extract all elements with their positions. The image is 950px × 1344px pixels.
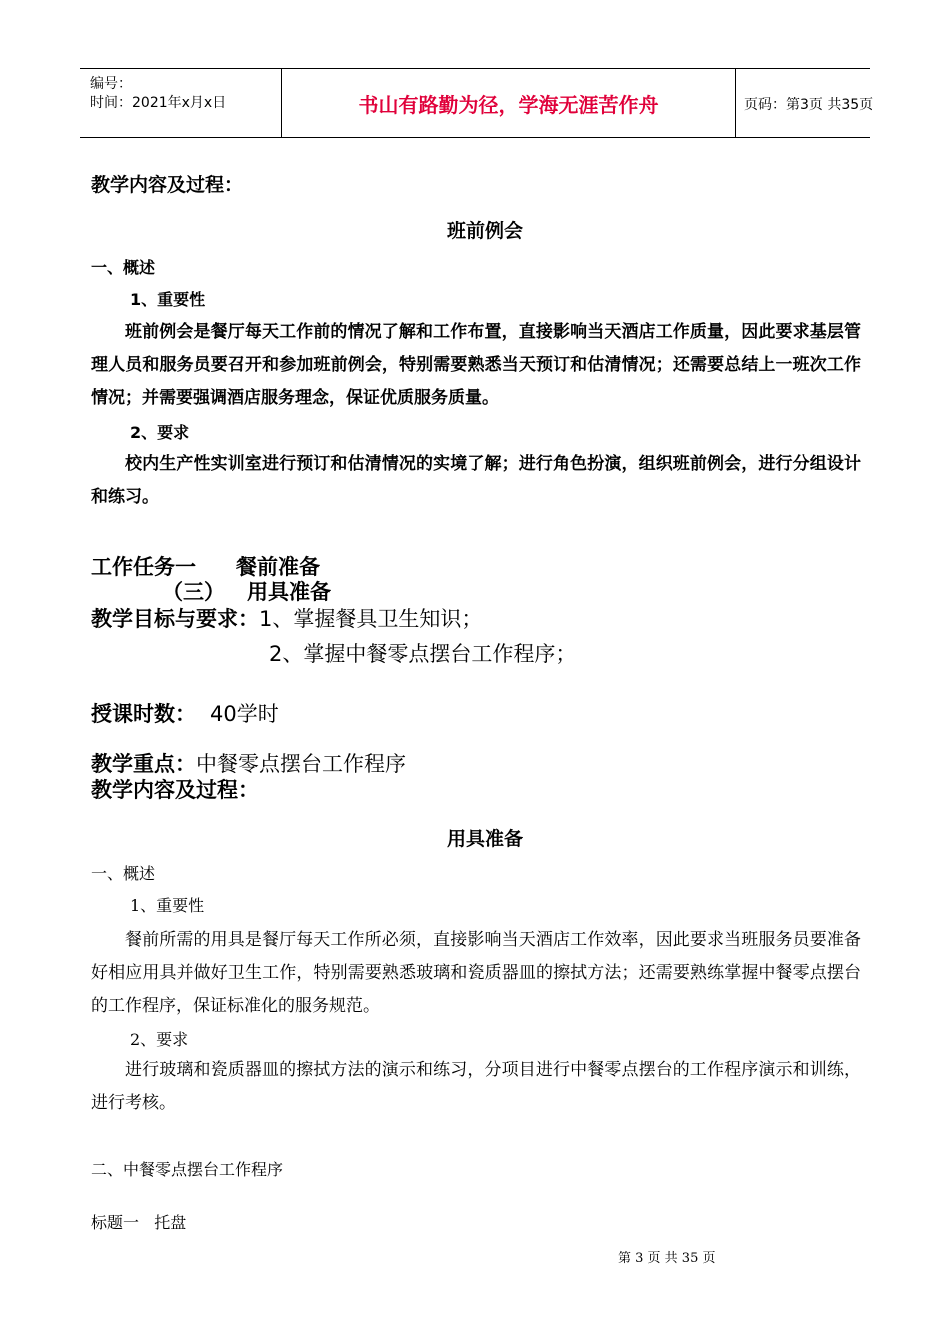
document-date-label: 时间：2021年x月x日: [90, 95, 227, 111]
teaching-focus-label: 教学重点：: [91, 752, 196, 776]
teaching-goal-label: 教学目标与要求：: [91, 607, 259, 631]
header-right-cell: [735, 69, 874, 137]
task-name: 餐前准备: [236, 555, 320, 579]
section2-importance-text: 餐前所需的用具是餐厅每天工作所必须，直接影响当天酒店工作效率，因此要求当班服务员要准备好相应用具并做好卫生工作，特别需要熟悉玻璃和瓷质器皿的擦拭方法；还需要熟练掌握中餐零点摆台的工作程序，保证标准化的服务规范。: [91, 930, 861, 1016]
section1-requirement-text: 校内生产性实训室进行预订和估清情况的实境了解；进行角色扮演，组织班前例会，进行分组设计和练习。: [91, 454, 861, 507]
header-motto-cell: [281, 69, 736, 137]
document-number-label: 编号：: [90, 76, 132, 92]
section2-topic: 标题一 托盘: [91, 1213, 187, 1232]
document-header: [80, 68, 874, 138]
section2-requirement-label: 2、要求: [130, 1030, 189, 1049]
subtask-number: （三）: [162, 580, 225, 604]
header-left-cell: [80, 69, 281, 137]
teaching-goal: [91, 603, 482, 633]
teaching-goal-1: 1、掌握餐具卫生知识；: [259, 607, 483, 631]
teaching-hours-value: 40学时: [210, 702, 279, 726]
header-page-label: 页码：第3页 共35页: [744, 97, 874, 113]
task-label: 工作任务一: [91, 555, 196, 579]
teaching-goal-2: 2、掌握中餐零点摆台工作程序；: [269, 642, 577, 666]
section2-title: 用具准备: [446, 828, 523, 850]
section1-importance-text: 班前例会是餐厅每天工作前的情况了解和工作布置，直接影响当天酒店工作质量，因此要求基层管理人员和服务员要召开和参加班前例会，特别需要熟悉当天预订和估清情况；还需要总结上一班次工作情况；并需要强调酒店服务理念，保证优质服务质量。: [91, 322, 861, 408]
section2-requirement-text: 进行玻璃和瓷质器皿的擦拭方法的演示和练习，分项目进行中餐零点摆台的工作程序演示和训练，进行考核。: [91, 1060, 861, 1113]
footer-page-number: 第 3 页 共 35 页: [618, 1251, 716, 1266]
section1-importance-label: 1、重要性: [130, 290, 206, 309]
teaching-hours: [91, 698, 279, 728]
section2-overview: 一、概述: [91, 864, 156, 883]
teaching-process-label: 教学内容及过程：: [91, 778, 259, 802]
section1-requirement-label: 2、要求: [130, 423, 190, 442]
teaching-focus-value: 中餐零点摆台工作程序: [196, 752, 406, 776]
section1-title: 班前例会: [446, 220, 523, 242]
teaching-hours-label: 授课时数：: [91, 702, 196, 726]
header-motto: 书山有路勤为径，学海无涯苦作舟: [358, 93, 659, 117]
section1-overview: 一、概述: [91, 258, 156, 277]
section2-importance-label: 1、重要性: [130, 896, 205, 915]
section2-procedure-heading: 二、中餐零点摆台工作程序: [91, 1160, 284, 1179]
subtask-name: 用具准备: [247, 580, 331, 604]
section1-heading: 教学内容及过程：: [91, 174, 244, 196]
